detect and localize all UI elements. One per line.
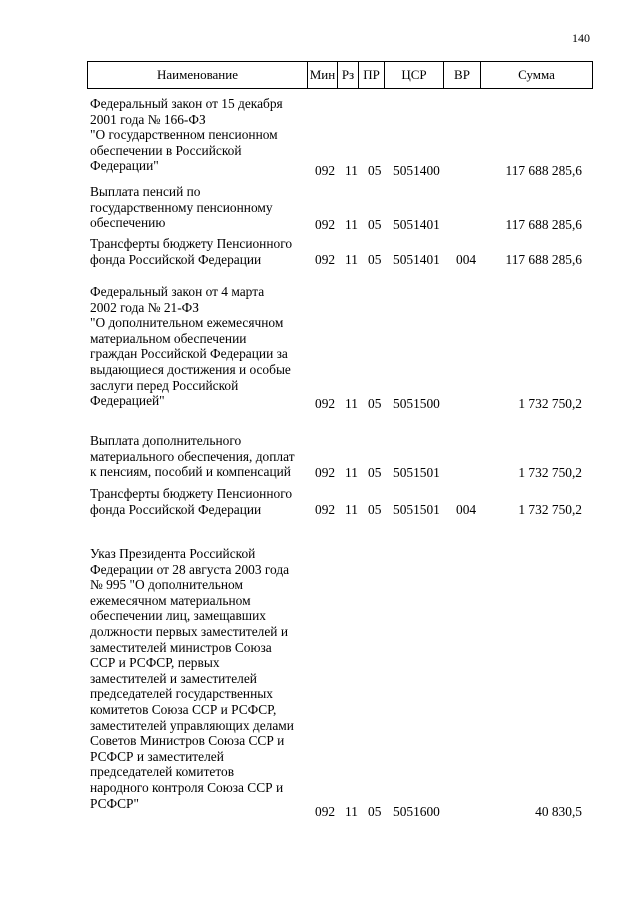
header-sum: Сумма xyxy=(481,62,593,89)
row-min: 092 xyxy=(315,396,336,412)
table-row xyxy=(0,184,640,233)
row-pr: 05 xyxy=(368,396,382,412)
row-sum: 1 732 750,2 xyxy=(518,396,582,412)
row-csr: 5051401 xyxy=(393,217,440,233)
row-rz: 11 xyxy=(345,502,358,518)
row-rz: 11 xyxy=(345,252,358,268)
row-pr: 05 xyxy=(368,163,382,179)
row-rz: 11 xyxy=(345,465,358,481)
table-header xyxy=(87,61,593,89)
row-min: 092 xyxy=(315,163,336,179)
table-row xyxy=(0,433,640,481)
row-min: 092 xyxy=(315,804,336,820)
header-min: Мин xyxy=(308,62,338,89)
table-row xyxy=(0,236,640,268)
row-min: 092 xyxy=(315,217,336,233)
row-rz: 11 xyxy=(345,163,358,179)
row-csr: 5051600 xyxy=(393,804,440,820)
row-csr: 5051501 xyxy=(393,502,440,518)
row-rz: 11 xyxy=(345,396,358,412)
row-name: Выплата дополнительного материального обеспечения, доплат к пенсиям, пособий и компенсаций xyxy=(90,433,295,480)
row-name: Федеральный закон от 4 марта 2002 года № 21-ФЗ "О дополнительном ежемесячном материальном обеспечении граждан Российской Федерации за выдающиеся достижения и особые заслуги перед Российской Федерацией" xyxy=(90,284,291,409)
row-csr: 5051400 xyxy=(393,163,440,179)
table-row xyxy=(0,96,640,179)
row-rz: 11 xyxy=(345,804,358,820)
header-vr: ВР xyxy=(444,62,481,89)
row-sum: 117 688 285,6 xyxy=(505,252,582,268)
row-csr: 5051500 xyxy=(393,396,440,412)
row-name: Указ Президента Российской Федерации от 28 августа 2003 года № 995 "О дополнительном ежемесячном материальном обеспечении лиц, замещавших должности первых заместителей и заместителей министров Союза ССР и РСФСР, первых заместителей и заместителей председателей государственных комитетов Союза ССР и РСФСР, заместителей управляющих делами Советов Министров Союза ССР и РСФСР и заместителей председателей комитетов народного контроля Союза ССР и РСФСР" xyxy=(90,546,294,811)
row-sum: 117 688 285,6 xyxy=(505,163,582,179)
row-csr: 5051401 xyxy=(393,252,440,268)
table-row xyxy=(0,546,640,820)
table-row xyxy=(0,486,640,518)
row-rz: 11 xyxy=(345,217,358,233)
row-min: 092 xyxy=(315,502,336,518)
row-min: 092 xyxy=(315,465,336,481)
header-csr: ЦСР xyxy=(385,62,444,89)
row-csr: 5051501 xyxy=(393,465,440,481)
row-sum: 1 732 750,2 xyxy=(518,502,582,518)
row-name: Трансферты бюджету Пенсионного фонда Российской Федерации xyxy=(90,236,293,267)
row-pr: 05 xyxy=(368,217,382,233)
row-vr: 004 xyxy=(456,502,477,518)
row-pr: 05 xyxy=(368,465,382,481)
header-name: Наименование xyxy=(88,62,308,89)
row-name: Трансферты бюджету Пенсионного фонда Российской Федерации xyxy=(90,486,293,517)
row-name: Выплата пенсий по государственному пенсионному обеспечению xyxy=(90,184,273,231)
row-sum: 117 688 285,6 xyxy=(505,217,582,233)
row-vr: 004 xyxy=(456,252,477,268)
row-name: Федеральный закон от 15 декабря 2001 года № 166-ФЗ "О государственном пенсионном обеспечении в Российской Федерации" xyxy=(90,96,283,174)
row-sum: 1 732 750,2 xyxy=(518,465,582,481)
row-pr: 05 xyxy=(368,502,382,518)
table-row xyxy=(0,284,640,412)
row-pr: 05 xyxy=(368,252,382,268)
header-pr: ПР xyxy=(359,62,385,89)
page-number: 140 xyxy=(572,31,590,45)
row-pr: 05 xyxy=(368,804,382,820)
header-rz: Рз xyxy=(338,62,359,89)
row-sum: 40 830,5 xyxy=(535,804,582,820)
row-min: 092 xyxy=(315,252,336,268)
